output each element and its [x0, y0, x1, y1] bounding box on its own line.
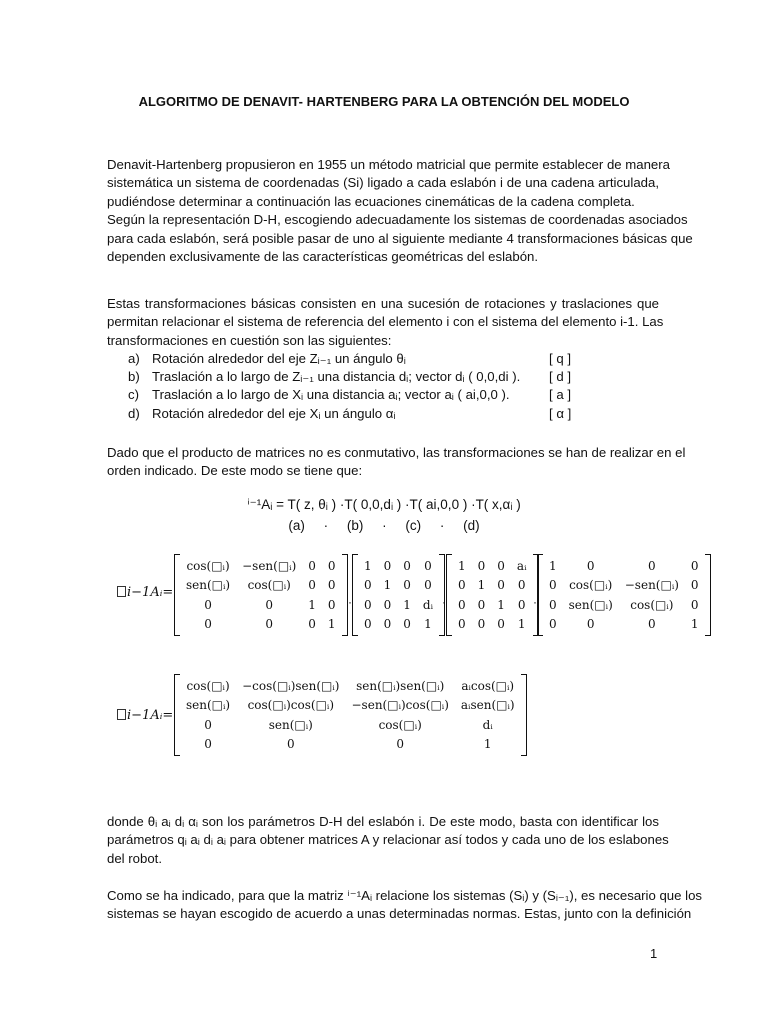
matrix-cell: dᵢ	[482, 717, 493, 732]
matrix-row	[452, 615, 533, 635]
matrix-cell: 0	[286, 737, 295, 752]
matrix-cell: sen(□ᵢ)	[186, 698, 231, 713]
matrix-cell: 0	[586, 617, 595, 632]
matrix-row	[358, 615, 439, 635]
list-code: [ a ]	[549, 387, 571, 403]
matrix-cell: cos(□ᵢ)	[247, 578, 291, 593]
list-letter: d)	[128, 405, 140, 421]
text-line: Como se ha indicado, para que la matriz ⁱ⁻¹Aᵢ relacione los sistemas (Sᵢ) y (Sᵢ₋₁), es necesario que los	[107, 888, 702, 903]
text-line: Denavit-Hartenberg propusieron en 1955 un método matricial que permite establecer de manera	[107, 157, 670, 172]
matrix-cell: 0	[497, 617, 505, 632]
matrix-cell: 0	[265, 617, 274, 632]
list-item	[128, 405, 588, 423]
matrix-cell: 0	[308, 578, 316, 593]
placeholder-box-icon	[117, 586, 126, 597]
matrix-translation-x	[446, 554, 539, 636]
dot-separator: ·	[348, 595, 352, 609]
matrix-cell: 0	[403, 617, 411, 632]
text-line: permitan relacionar el sistema de referencia del elemento i con el sistema del elemento i-1. Las	[107, 314, 664, 330]
matrix-row	[180, 676, 521, 696]
matrix-cell: 0	[458, 617, 466, 632]
matrix-cell: 0	[403, 558, 411, 573]
matrix-cell: 0	[383, 617, 392, 632]
matrix-lhs	[116, 708, 173, 723]
matrix-cell: 0	[327, 578, 336, 593]
dot-separator: ·	[533, 595, 537, 609]
matrix-cell: 0	[396, 737, 405, 752]
list-text: Traslación a lo largo de Zᵢ₋₁ una distancia dᵢ; vector dᵢ ( 0,0,di ).	[152, 369, 521, 385]
matrix-cell: 0	[204, 597, 212, 612]
list-code: [ q ]	[549, 351, 571, 366]
matrix-row	[543, 595, 705, 615]
text-line: transformaciones en cuestión son las siguientes:	[107, 332, 392, 348]
matrix-cell: 1	[424, 617, 432, 632]
matrix-cell: aᵢcos(□ᵢ)	[461, 678, 515, 693]
list-item	[128, 386, 588, 404]
list-code: [ d ]	[549, 369, 571, 385]
matrix-row	[180, 615, 342, 635]
matrix-row	[452, 595, 533, 615]
text-line: sistemática un sistema de coordenadas (Si) ligado a cada eslabón i de una cadena articulada,	[107, 175, 659, 191]
matrix-cell: 0	[327, 597, 336, 612]
text-line: donde θᵢ aᵢ dᵢ αᵢ son los parámetros D-H del eslabón i. De este modo, basta con identificar los	[107, 814, 659, 829]
matrix-cell: 1	[483, 737, 492, 752]
list-item	[128, 368, 588, 386]
matrix-cell: 0	[364, 578, 372, 593]
matrix-cell: aᵢsen(□ᵢ)	[460, 698, 515, 713]
matrix-cell: −sen(□ᵢ)cos(□ᵢ)	[351, 698, 449, 713]
matrix-cell: 0	[364, 597, 372, 612]
matrix-cell: 0	[477, 558, 486, 573]
placeholder-box-icon	[117, 709, 126, 720]
matrix-cell: 0	[690, 597, 699, 612]
matrix-cell: 0	[690, 578, 699, 593]
matrix-cell: sen(□ᵢ)sen(□ᵢ)	[356, 678, 445, 693]
matrix-cell: −cos(□ᵢ)sen(□ᵢ)	[242, 678, 340, 693]
matrix-row	[180, 576, 342, 596]
matrix-row	[180, 735, 521, 755]
matrix-cell: 1	[403, 597, 411, 612]
matrix-cell: 0	[458, 597, 466, 612]
matrix-cell: 0	[517, 597, 526, 612]
matrix-cell: −sen(□ᵢ)	[242, 558, 297, 573]
matrix-result	[174, 674, 527, 756]
matrix-cell: 1	[497, 597, 505, 612]
list-text: Rotación alrededor del eje Xᵢ un ángulo αᵢ	[152, 405, 396, 421]
matrix-translation-z	[352, 554, 445, 636]
matrix-row	[358, 595, 439, 615]
matrix-cell: 0	[477, 617, 486, 632]
matrix-cell: 0	[549, 617, 557, 632]
matrix-cell: aᵢ	[516, 558, 527, 573]
page-number: 1	[650, 946, 658, 961]
matrix-cell: 0	[549, 578, 557, 593]
matrix-lhs	[116, 585, 173, 600]
matrix-cell: sen(□ᵢ)	[268, 717, 313, 732]
matrix-cell: 0	[265, 597, 274, 612]
matrix-cell: sen(□ᵢ)	[568, 597, 613, 612]
matrix-cell: 0	[204, 617, 212, 632]
text-line: orden indicado. De este modo se tiene que:	[107, 463, 363, 479]
matrix-cell: 0	[690, 558, 699, 573]
matrix-cell: 0	[364, 617, 372, 632]
intro-paragraph	[107, 156, 693, 266]
text-line: sistemas se hayan escogido de acuerdo a unas determinadas normas. Estas, junto con la definición	[107, 906, 692, 922]
matrix-row	[358, 556, 439, 576]
matrix-cell: 1	[690, 617, 699, 632]
matrix-cell: 0	[424, 558, 432, 573]
matrix-cell: 0	[549, 597, 557, 612]
matrix-lhs-label: i−1Aᵢ=	[127, 585, 174, 600]
matrix-lhs-label: i−1Aᵢ=	[127, 708, 174, 723]
matrix-cell: 1	[308, 597, 316, 612]
matrix-row	[180, 556, 342, 576]
matrix-cell: 0	[648, 558, 656, 573]
transformations-paragraph	[107, 295, 664, 350]
matrix-row	[452, 556, 533, 576]
norms-paragraph	[107, 887, 702, 924]
parameters-paragraph	[107, 813, 669, 868]
text-line: Dado que el producto de matrices no es conmutativo, las transformaciones se han de realizar en el	[107, 445, 686, 460]
dh-equation: ⁱ⁻¹Aᵢ = T( z, θᵢ ) ·T( 0,0,dᵢ ) ·T( ai,0,0 ) ·T( x,αᵢ )	[247, 497, 521, 512]
matrix-cell: 0	[308, 617, 316, 632]
matrix-cell: cos(□ᵢ)	[630, 597, 674, 612]
matrix-cell: 1	[364, 558, 372, 573]
matrix-row	[180, 715, 521, 735]
text-line: Estas transformaciones básicas consisten en una sucesión de rotaciones y traslaciones que	[107, 296, 659, 311]
matrix-cell: cos(□ᵢ)cos(□ᵢ)	[247, 698, 335, 713]
matrix-cell: 0	[204, 717, 212, 732]
text-line: parámetros qᵢ aᵢ dᵢ aᵢ para obtener matrices A y relacionar así todos y cada uno de los eslabones	[107, 832, 669, 848]
text-line: para cada eslabón, será posible pasar de uno al siguiente mediante 4 transformaciones básicas que	[107, 230, 693, 246]
matrix-cell: 1	[477, 578, 486, 593]
matrix-cell: cos(□ᵢ)	[569, 578, 613, 593]
matrix-row	[543, 615, 705, 635]
matrix-cell: 0	[477, 597, 486, 612]
matrix-cell: cos(□ᵢ)	[186, 678, 230, 693]
matrix-cell: 0	[308, 558, 316, 573]
list-text: Rotación alrededor del eje Zᵢ₋₁ un ángulo θᵢ	[152, 351, 406, 366]
matrix-rotation-z	[174, 554, 348, 636]
matrix-rotation-x	[537, 554, 711, 636]
matrix-cell: 0	[497, 578, 505, 593]
matrix-row	[180, 696, 521, 716]
matrix-cell: 0	[458, 578, 466, 593]
list-text: Traslación a lo largo de Xᵢ una distancia aᵢ; vector aᵢ ( ai,0,0 ).	[152, 387, 510, 403]
matrix-cell: 0	[204, 737, 212, 752]
matrix-row	[543, 556, 705, 576]
text-line: Según la representación D-H, escogiendo adecuadamente los sistemas de coordenadas asociados	[107, 212, 688, 228]
matrix-row	[452, 576, 533, 596]
text-line: del robot.	[107, 850, 162, 866]
matrix-cell: sen(□ᵢ)	[186, 578, 231, 593]
matrix-row	[543, 576, 705, 596]
list-item	[128, 350, 588, 368]
matrix-cell: cos(□ᵢ)	[186, 558, 230, 573]
dot-separator: ·	[442, 595, 446, 609]
matrix-cell: 0	[424, 578, 432, 593]
matrix-cell: 0	[383, 597, 392, 612]
matrix-cell: 0	[403, 578, 411, 593]
matrix-cell: cos(□ᵢ)	[378, 717, 422, 732]
matrix-cell: dᵢ	[422, 597, 434, 612]
matrix-cell: 0	[497, 558, 505, 573]
matrix-row	[180, 595, 342, 615]
matrix-cell: 0	[383, 558, 392, 573]
list-code: [ α ]	[549, 405, 572, 421]
matrix-cell: 1	[517, 617, 526, 632]
matrix-row	[358, 576, 439, 596]
matrix-cell: 0	[648, 617, 656, 632]
transformation-list	[128, 350, 588, 423]
list-letter: b)	[128, 369, 140, 385]
list-letter: a)	[128, 351, 140, 366]
list-letter: c)	[128, 387, 139, 403]
document-title: ALGORITMO DE DENAVIT- HARTENBERG PARA LA OBTENCIÓN DEL MODELO	[138, 94, 630, 109]
matrix-cell: 1	[383, 578, 392, 593]
matrix-cell: 0	[517, 578, 526, 593]
matrix-cell: 0	[327, 558, 336, 573]
text-line: dependen exclusivamente de las características geométricas del eslabón.	[107, 248, 539, 264]
matrix-cell: 1	[327, 617, 336, 632]
matrix-cell: 1	[549, 558, 557, 573]
dh-equation-labels: (a) · (b) · (c) · (d)	[288, 518, 480, 533]
matrix-cell: −sen(□ᵢ)	[624, 578, 679, 593]
matrix-cell: 0	[586, 558, 595, 573]
text-line: pudiéndose determinar a continuación las ecuaciones cinemáticas de la cadena completa.	[107, 193, 635, 209]
order-paragraph	[107, 444, 686, 481]
matrix-cell: 1	[458, 558, 466, 573]
